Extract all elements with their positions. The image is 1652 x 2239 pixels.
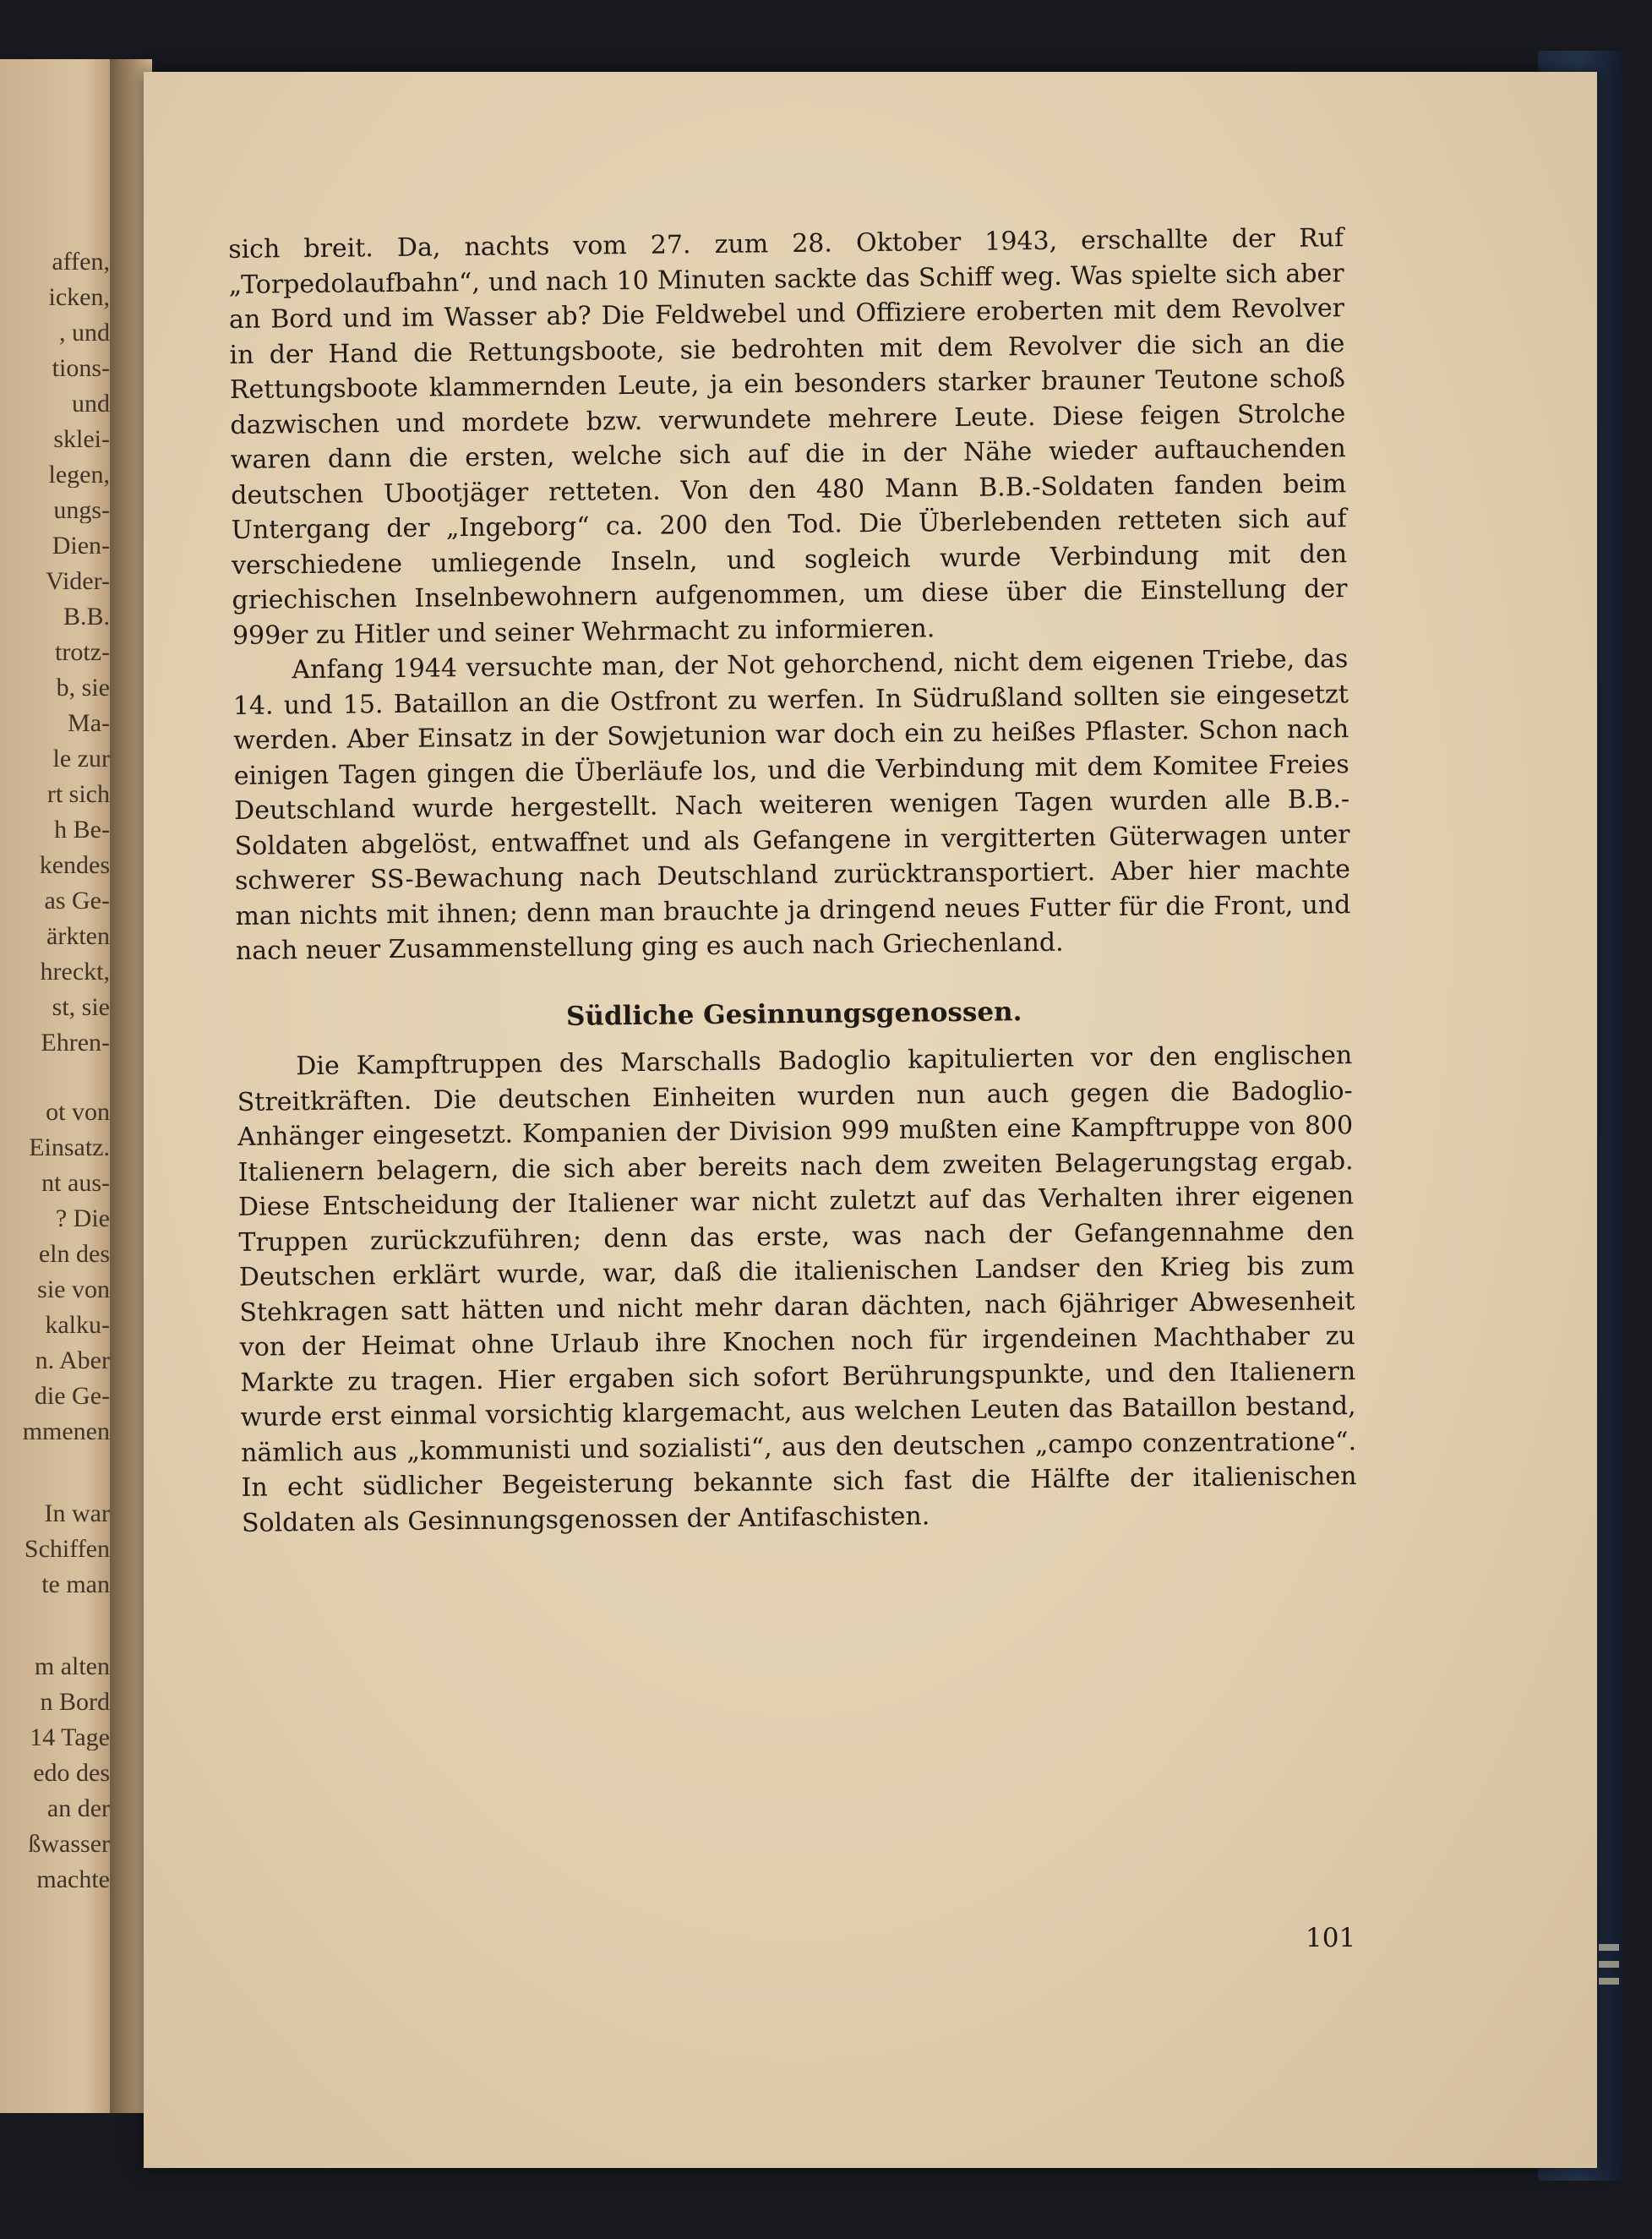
left-page-text-fragment: trotz- [55,640,110,665]
left-page-text-fragment: sie von [37,1277,110,1302]
left-page-text-fragment: Einsatz. [29,1135,110,1160]
left-page-text-fragment: n Bord [40,1690,110,1715]
left-page-text-fragment: kalku- [45,1313,110,1338]
left-page-text-fragment: st, sie [52,995,110,1020]
left-page-text-fragment: die Ge- [34,1384,110,1409]
spine-marks [1599,1944,1619,2012]
left-page-text-fragment: mmenen [22,1419,110,1444]
left-page-text-fragment: und [72,391,110,417]
page-body [228,221,1357,1541]
left-page-text-fragment: eln des [38,1242,110,1267]
page-number: 101 [1306,1923,1356,1953]
left-page-text-fragment: 14 Tage [30,1725,110,1750]
left-page-text-fragment: ? Die [55,1206,110,1231]
paragraph-1: sich breit. Da, nachts vom 27. zum 28. Oktober 1943, erschallte der Ruf „Torpedolaufbahn“, und nach 10 Minuten sackte das Schiff weg. Was spielte sich aber an Bord und im Wasser ab? Die Feldwebel und Offiziere eroberten mit dem Revolver in der Hand die Rettungsboote, sie bedrohten mit dem Revolver die sich an die Rettungsboote klammernden Leute, ja ein besonders starker brauner Teutone schoß dazwischen und mordete bzw. verwundete mehrere Leute. Diese feigen Strolche waren dann die ersten, welche sich auf die in der Nähe wieder auftauchenden deutschen Ubootjäger retteten. Von den 480 Mann B.B.-Soldaten fanden beim Untergang der „Ingeborg“ ca. 200 den Tod. Die Überlebenden retteten sich auf verschiedene umliegende Inseln, und sogleich wurde Verbindung mit den griechischen Inselnbewohnern aufgenommen, um diese über die Einstellung der 999er zu Hitler und seiner Wehrmacht zu informieren. [228,223,1348,651]
left-page-text-fragment: Schiffen [24,1537,110,1562]
left-page-text-fragment: an der [46,1796,110,1821]
left-page-text-fragment: as Ge- [44,888,110,914]
left-page-text-fragment: m alten [34,1654,110,1679]
left-page-text-fragment: machte [36,1867,110,1892]
left-page-text-fragment: ßwasser [28,1832,110,1857]
left-page-text-fragment: h Be- [54,817,110,843]
left-page-text-fragment: kendes [39,853,110,878]
left-page-text-fragment: n. Aber [35,1348,110,1373]
left-page-text-fragment: icken, [48,285,110,310]
left-page-text-fragment: legen, [48,462,110,488]
left-page-text-fragment: Dien- [52,533,110,559]
right-page [144,72,1597,2168]
left-page-text-fragment: ungs- [53,498,110,523]
left-page-text-fragment: b, sie [56,675,110,701]
left-page-text-fragment: B.B. [63,604,110,630]
left-page-text-fragment: edo des [33,1761,110,1786]
left-page-text-fragment: hreckt, [40,959,110,985]
left-page-text-fragment: nt aus- [41,1171,110,1196]
left-page-text-fragment: affen, [52,249,110,275]
left-page-text-fragment: sklei- [53,427,110,452]
left-page-text-fragment: In war [44,1501,110,1526]
left-page-text-fragment: ärkten [46,924,110,949]
left-page-text-fragment: Ehren- [41,1030,110,1056]
left-page-text-fragment: te man [41,1572,110,1597]
paragraph-2: Anfang 1944 versuchte man, der Not gehorchend, nicht dem eigenen Triebe, das 14. und 15. Bataillon an die Ostfront zu werfen. In Südrußland sollten sie eingesetzt werden. Aber Einsatz in der Sowjetunion war doch ein zu heißes Pflaster. Schon nach einigen Tagen gingen die Überläufe los, und die Verbindung mit dem Komitee Freies Deutschland wurde hergestellt. Nach weiteren wenigen Tagen wurden alle B.B.-Soldaten abgelöst, entwaffnet und als Gefangene in vergitterten Güterwagen unter schwerer SS-Bewachung nach Deutschland zurücktransportiert. Aber hier machte man nichts mit ihnen; denn man brauchte ja dringend neues Futter für die Front, und nach neuer Zusammenstellung ging es auch nach Griechenland. [232,644,1351,966]
left-page-fragment [0,59,118,2113]
left-page-text-fragment: Vider- [46,569,110,594]
left-page-text-fragment: Ma- [68,711,110,736]
left-page-text-fragment: tions- [52,356,110,381]
left-page-text-fragment: le zur [52,746,110,772]
left-page-text-fragment: ot von [46,1100,110,1125]
section-heading: Südliche Gesinnungsgenossen. [565,996,1022,1032]
left-page-text-fragment: , und [59,320,110,346]
left-page-text-fragment: rt sich [46,782,110,807]
paragraph-3: Die Kampftruppen des Marschalls Badoglio kapitulierten vor den englischen Streitkräften. Die deutschen Einheiten wurden nun auch gegen die Badoglio-Anhänger eingesetzt. Kompanien der Division 999 mußten eine Kampftruppe von 800 Italienern belagern, die sich aber bereits nach dem zweiten Belagerungstag ergab. Diese Entscheidung der Italiener war nicht zuletzt auf das Verhalten ihrer eigenen Truppen zurückzuführen; denn das erste, was nach der Gefangennahme den Deutschen erklärt wurde, war, daß die italienischen Landser den Krieg bis zum Stehkragen satt hätten und nicht mehr daran dächten, nach 6jähriger Abwesenheit von der Heimat ohne Urlaub ihre Knochen noch für irgendeinen Machthaber zu Markte zu tragen. Hier ergaben sich sofort Berührungspunkte, und den Italienern wurde erst einmal vorsichtig klargemacht, aus welchen Leuten das Bataillon bestand, nämlich aus „kommunisti und sozialisti“, aus den deutschen „campo conzentratione“. In echt südlicher Begeisterung bekannte sich fast die Hälfte der italienischen Soldaten als Gesinnungsgenossen der Antifaschisten. [237,1040,1357,1538]
